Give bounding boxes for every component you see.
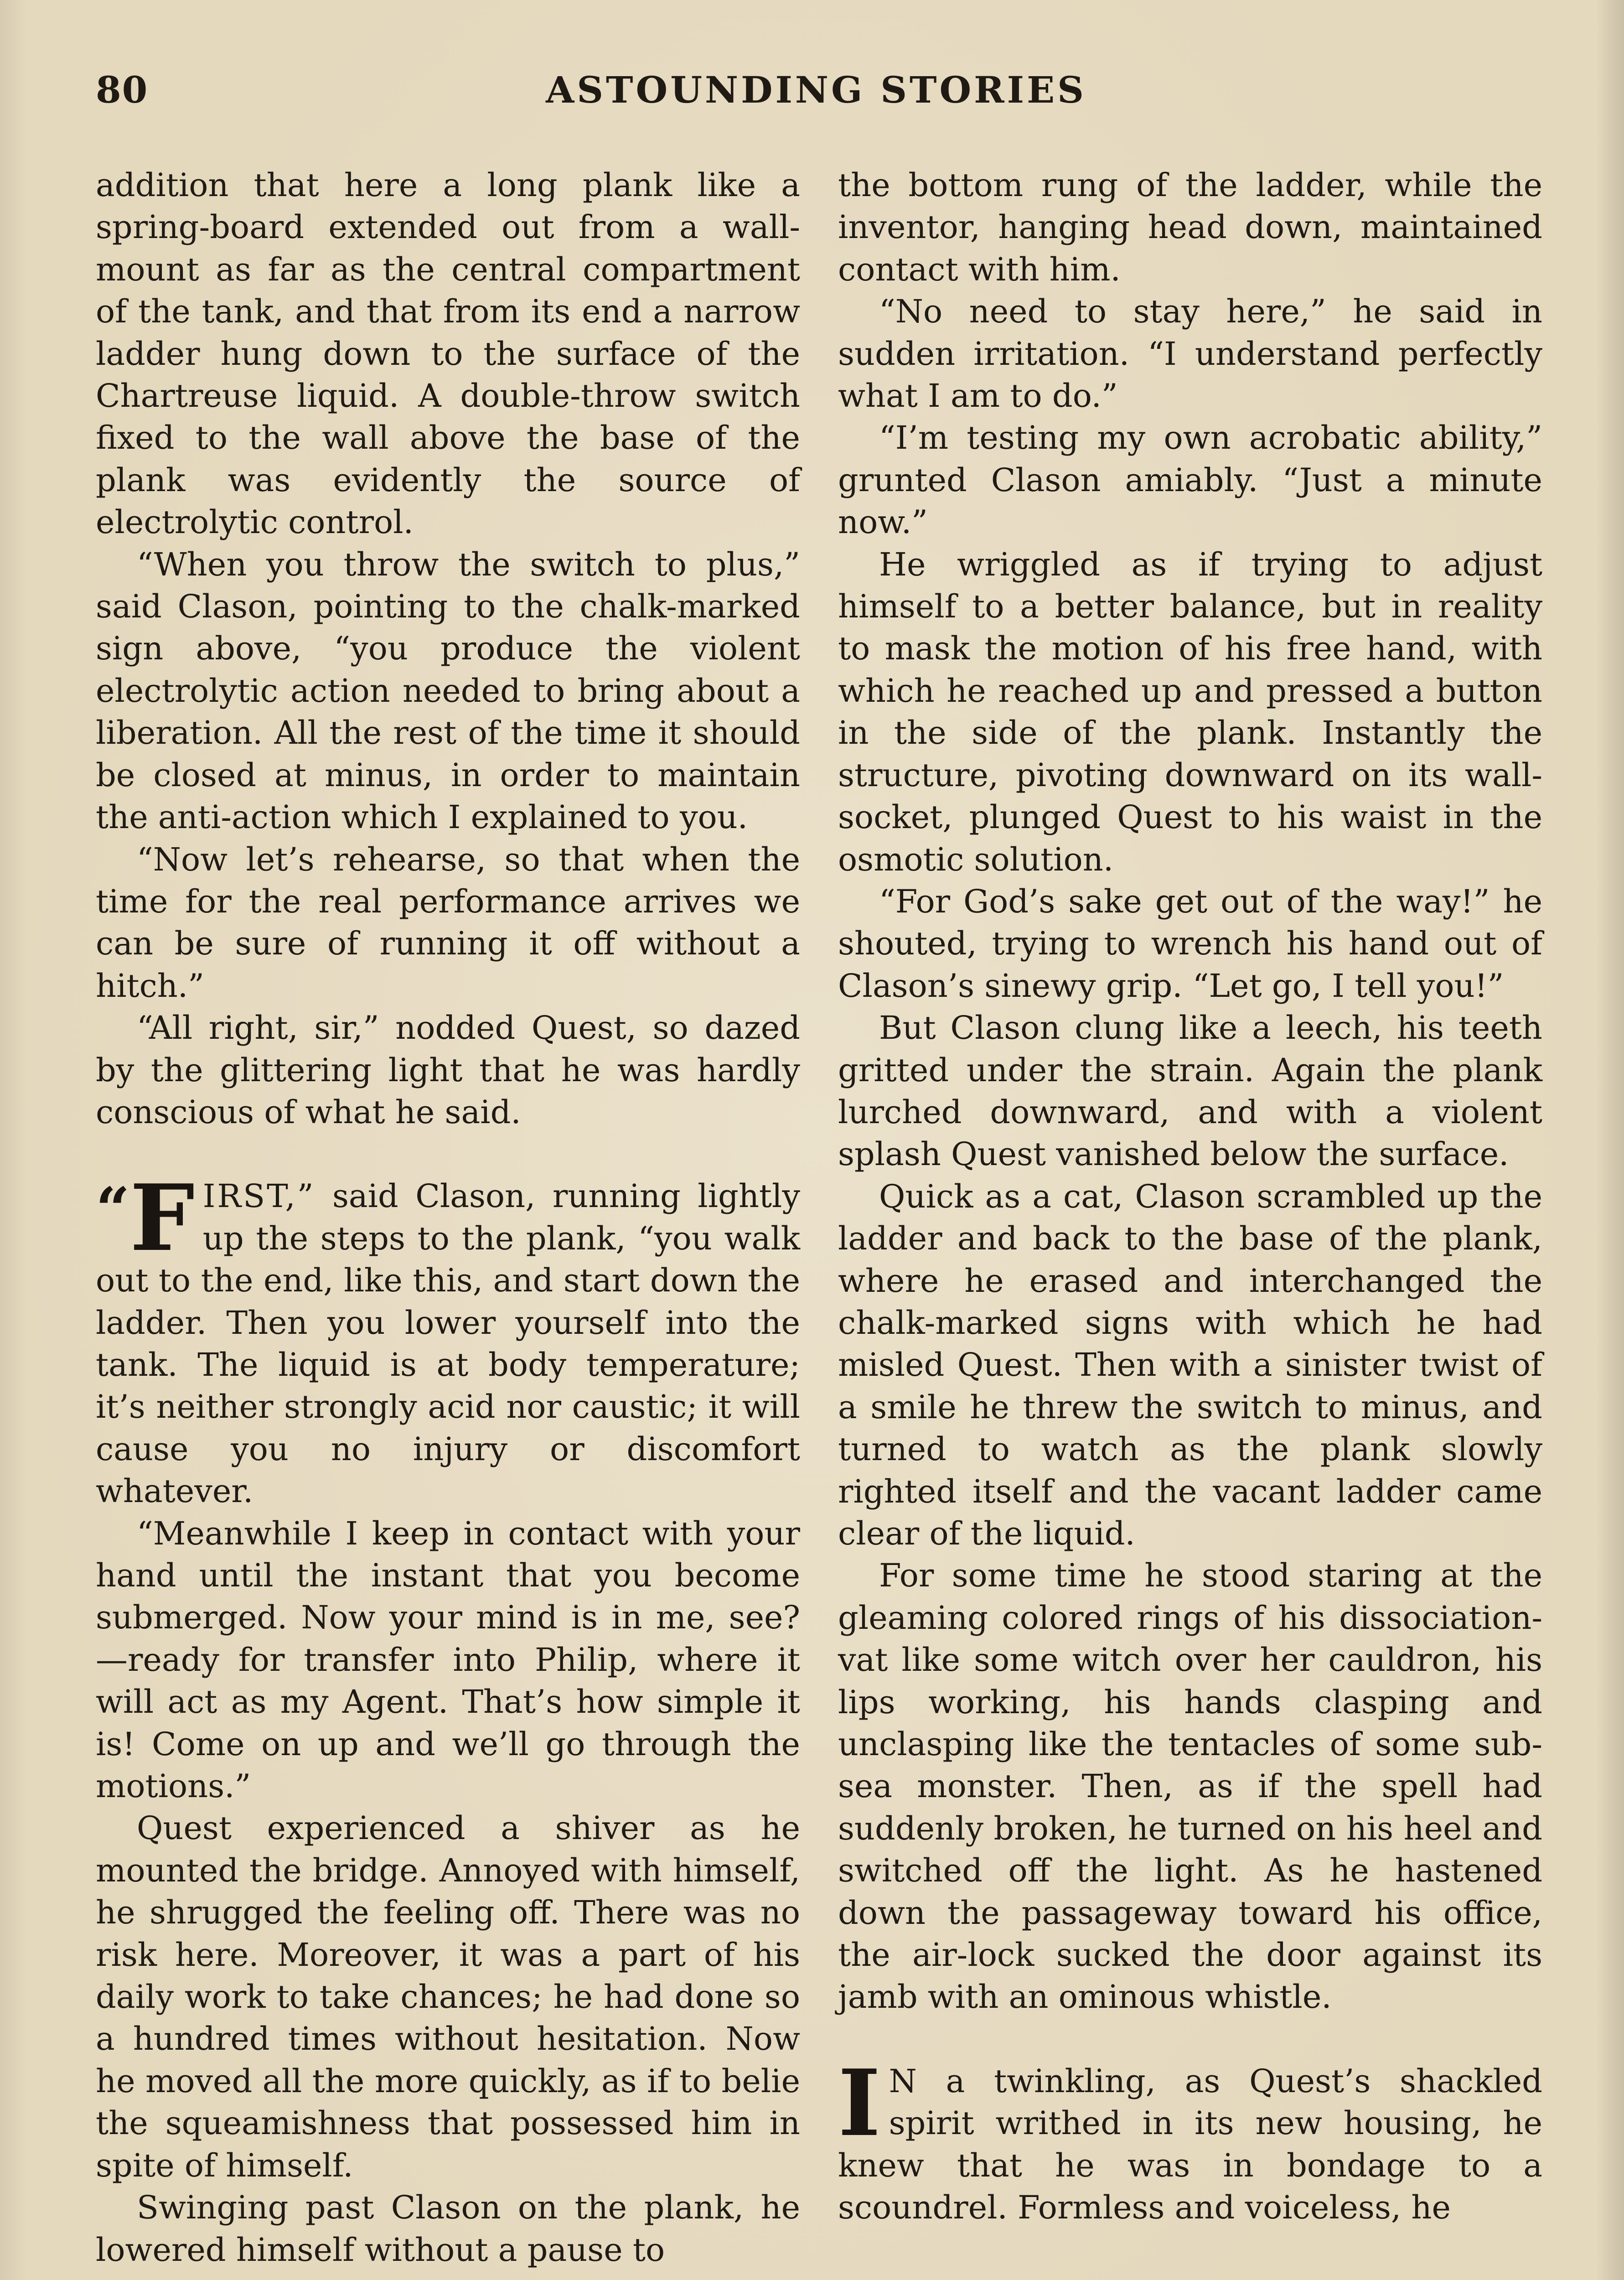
- paragraph: “When you throw the switch to plus,” said Clason, pointing to the chalk-marked sign above, “you produce the violent electrolytic action needed to bring about a liberation. All the rest of the time it should be closed at minus, in order to maintain the anti-action which I explained to you.: [96, 545, 800, 836]
- drop-cap-word: IRST,”: [202, 1177, 315, 1215]
- section-opening-paragraph: [838, 2049, 1542, 2229]
- paragraph-text: said Clason, running lightly up the steps to the plank, “you walk out to the end, like this, and start down the ladder. Then you lower yourself into the tank. The liquid is at body temperature; it’s neither strongly acid nor caustic; it will cause you no injury or discomfort whatever.: [96, 1177, 800, 1510]
- right-column: [838, 164, 1542, 2229]
- page-number: 80: [96, 68, 149, 111]
- paragraph: the bottom rung of the ladder, while the inventor, hanging head down, maintained contact with him.: [838, 166, 1542, 288]
- paragraph: Quest experienced a shiver as he mounted the bridge. Annoyed with himself, he shrugged the feeling off. There was no risk here. Moreover, it was a part of his daily work to take chances; he had done so a hundred times without hesitation. Now he moved all the more quickly, as if to belie the squeamishness that possessed him in spite of himself.: [96, 1809, 800, 2184]
- running-title: ASTOUNDING STORIES: [546, 68, 1086, 111]
- paragraph: “All right, sir,” nodded Quest, so dazed by the glittering light that he was hardly conscious of what he said.: [96, 1009, 800, 1131]
- paragraph: “Now let’s rehearse, so that when the time for the real performance arrives we can be sure of running it off without a hitch.”: [96, 840, 800, 1005]
- paragraph: “For God’s sake get out of the way!” he shouted, trying to wrench his hand out of Clason’s sinewy grip. “Let go, I tell you!”: [838, 882, 1542, 1005]
- paragraph-text: N a twinkling, as Quest’s shackled spirit writhed in its new housing, he knew that he was in bondage to a scoundrel. Formless and voiceless, he: [838, 2062, 1542, 2227]
- paragraph: Quick as a cat, Clason scrambled up the ladder and back to the base of the plank, where he erased and interchanged the chalk-marked signs with which he had misled Quest. Then with a sinister twist of a smile he threw the switch to minus, and turned to watch as the plank slowly righted itself and the vacant ladder came clear of the liquid.: [838, 1177, 1542, 1552]
- paragraph: He wriggled as if trying to adjust himself to a better balance, but in reality to mask the motion of his free hand, with which he reached up and pressed a button in the side of the plank. Instantly the structure, pivoting downward on its wall-socket, plunged Quest to his waist in the osmotic solution.: [838, 545, 1542, 878]
- paragraph: But Clason clung like a leech, his teeth gritted under the strain. Again the plank lurched downward, and with a violent splash Quest vanished below the surface.: [838, 1009, 1542, 1173]
- paragraph: Swinging past Clason on the plank, he lowered himself without a pause to: [96, 2189, 800, 2269]
- section-opening-paragraph: [96, 1165, 800, 1512]
- drop-cap: I: [838, 2049, 881, 2157]
- paragraph: “I’m testing my own acrobatic ability,” grunted Clason amiably. “Just a minute now.”: [838, 419, 1542, 541]
- paragraph: addition that here a long plank like a spring-board extended out from a wall-mount as far as the central compartment of the tank, and that from its end a narrow ladder hung down to the surface of the Chartreuse liquid. A double-throw switch fixed to the wall above the base of the plank was evidently the source of electrolytic control.: [96, 166, 800, 541]
- page-header: [96, 68, 1536, 119]
- paragraph: “Meanwhile I keep in contact with your hand until the instant that you become submerged. Now your mind is in me, see?—ready for transfer into Philip, where it will act as my Agent. That’s how simple it is! Come on up and we’ll go through the motions.”: [96, 1514, 800, 1805]
- left-column: [96, 164, 800, 2271]
- paragraph: For some time he stood staring at the gleaming colored rings of his dissociation-vat like some witch over her cauldron, his lips working, his hands clasping and unclasping like the tentacles of some sub-sea monster. Then, as if the spell had suddenly broken, he turned on his heel and switched off the light. As he hastened down the passageway toward his office, the air-lock sucked the door against its jamb with an ominous whistle.: [838, 1557, 1542, 2016]
- drop-cap: “F: [96, 1165, 195, 1272]
- paragraph: “No need to stay here,” he said in sudden irritation. “I understand perfectly what I am to do.”: [838, 293, 1542, 415]
